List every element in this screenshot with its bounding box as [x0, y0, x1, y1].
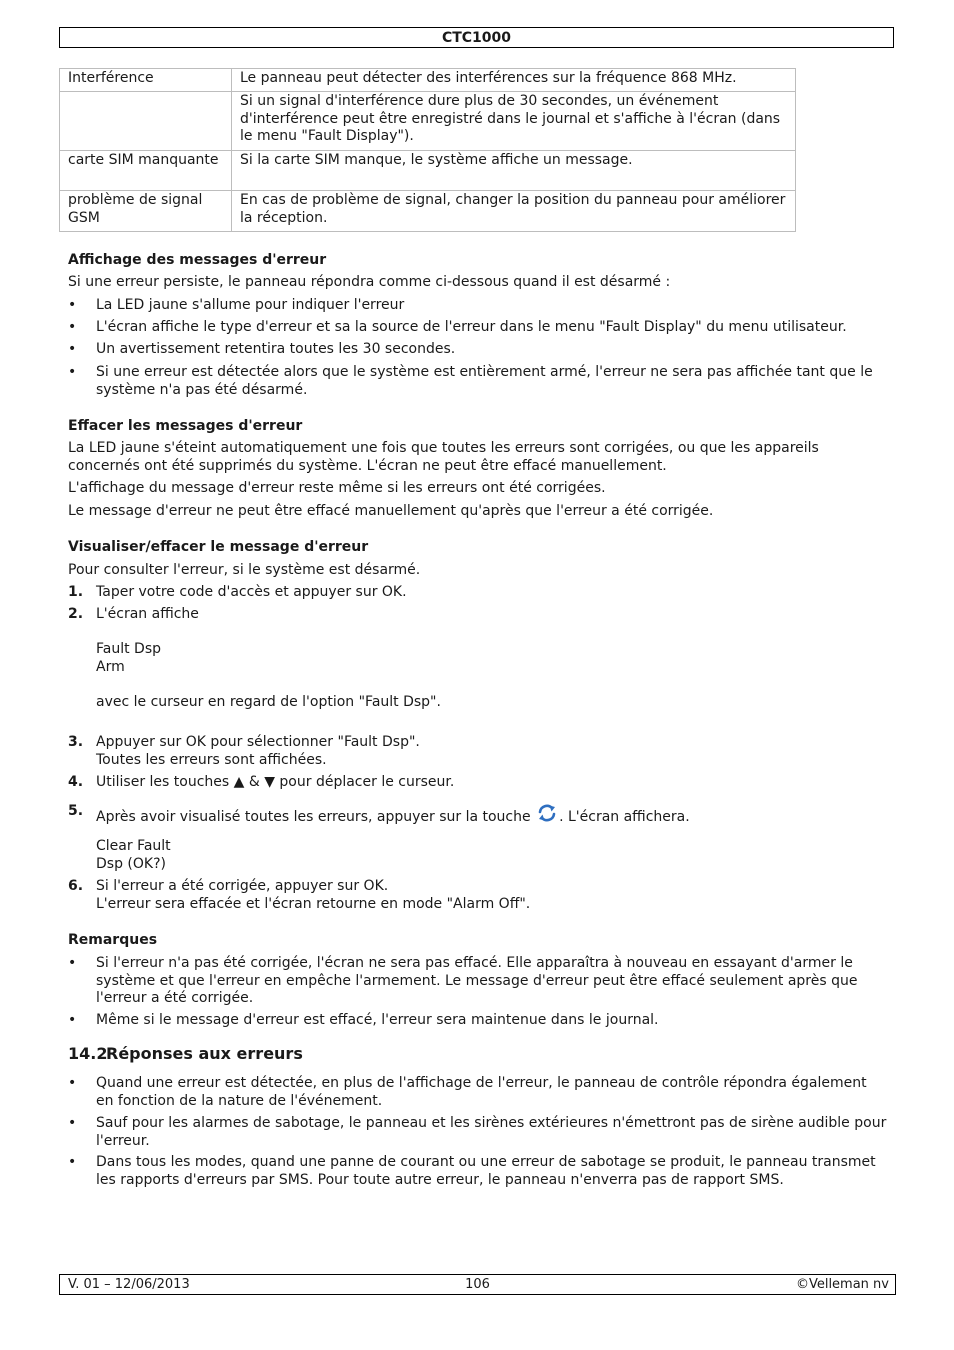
- table-cell-label: carte SIM manquante: [60, 151, 232, 191]
- table-row: [60, 69, 796, 92]
- page-footer: [59, 1274, 896, 1295]
- footer-copyright: ©Velleman nv: [795, 1277, 889, 1292]
- table-cell-desc: Si la carte SIM manque, le système affiche un message.: [232, 151, 796, 191]
- footer-version: V. 01 – 12/06/2013: [68, 1277, 190, 1292]
- section-title: Réponses aux erreurs: [106, 1044, 303, 1063]
- clear-paragraph: Le message d'erreur ne peut être effacé manuellement qu'après que l'erreur a été corrigée.: [68, 503, 714, 519]
- heading-view-clear: Visualiser/effacer le message d'erreur: [68, 539, 369, 555]
- bullet-icon: •: [68, 297, 77, 313]
- heading-display-errors: Affichage des messages d'erreur: [68, 252, 327, 268]
- clear-paragraph: L'affichage du message d'erreur reste même si les erreurs ont été corrigées.: [68, 480, 606, 496]
- screen-note: avec le curseur en regard de l'option "Fault Dsp".: [96, 694, 441, 710]
- bullet-icon: •: [68, 1154, 77, 1170]
- bullet-icon: •: [68, 1115, 77, 1131]
- display-intro: Si une erreur persiste, le panneau répondra comme ci-dessous quand il est désarmé :: [68, 274, 671, 290]
- screen-display-line: Clear Fault: [96, 838, 171, 854]
- heading-clear-errors: Effacer les messages d'erreur: [68, 418, 303, 434]
- page-header: [59, 27, 894, 48]
- footer-page-number: 106: [465, 1277, 490, 1292]
- bullet-icon: •: [68, 319, 77, 335]
- bullet-icon: •: [68, 955, 77, 971]
- bullet-icon: •: [68, 1075, 77, 1091]
- table-cell-desc: Si un signal d'interférence dure plus de 30 secondes, un événement d'interférence peut être enregistré dans le journal et s'affiche à l'écran (dans le menu "Fault Display").: [232, 92, 796, 151]
- section-number: 14.2: [68, 1044, 108, 1063]
- table-row: [60, 151, 796, 191]
- bullet-icon: •: [68, 364, 77, 380]
- section-heading-responses: [68, 1045, 888, 1063]
- table-row: [60, 191, 796, 232]
- clear-paragraph: La LED jaune s'éteint automatiquement une fois que toutes les erreurs sont corrigées, ou que les appareils concernés ont été supprimés du système. L'écran ne peut être effacé manuellement.: [68, 440, 819, 474]
- screen-display-line: Dsp (OK?): [96, 856, 166, 872]
- table-cell-desc: Le panneau peut détecter des interférences sur la fréquence 868 MHz.: [232, 69, 796, 92]
- bullet-icon: •: [68, 341, 77, 357]
- view-intro: Pour consulter l'erreur, si le système est désarmé.: [68, 562, 421, 578]
- heading-remarks: Remarques: [68, 932, 158, 948]
- table-cell-desc: En cas de problème de signal, changer la position du panneau pour améliorer la réception.: [232, 191, 796, 232]
- error-table: [59, 68, 796, 232]
- screen-display-line: Arm: [96, 659, 125, 675]
- table-row: [60, 92, 796, 151]
- table-cell-label: Interférence: [60, 69, 232, 92]
- bullet-icon: •: [68, 1012, 77, 1028]
- screen-display-line: Fault Dsp: [96, 641, 162, 657]
- model-title: CTC1000: [441, 30, 512, 46]
- table-cell-label: problème de signal GSM: [60, 191, 232, 232]
- table-cell-label: [60, 92, 232, 151]
- refresh-icon: [537, 803, 557, 829]
